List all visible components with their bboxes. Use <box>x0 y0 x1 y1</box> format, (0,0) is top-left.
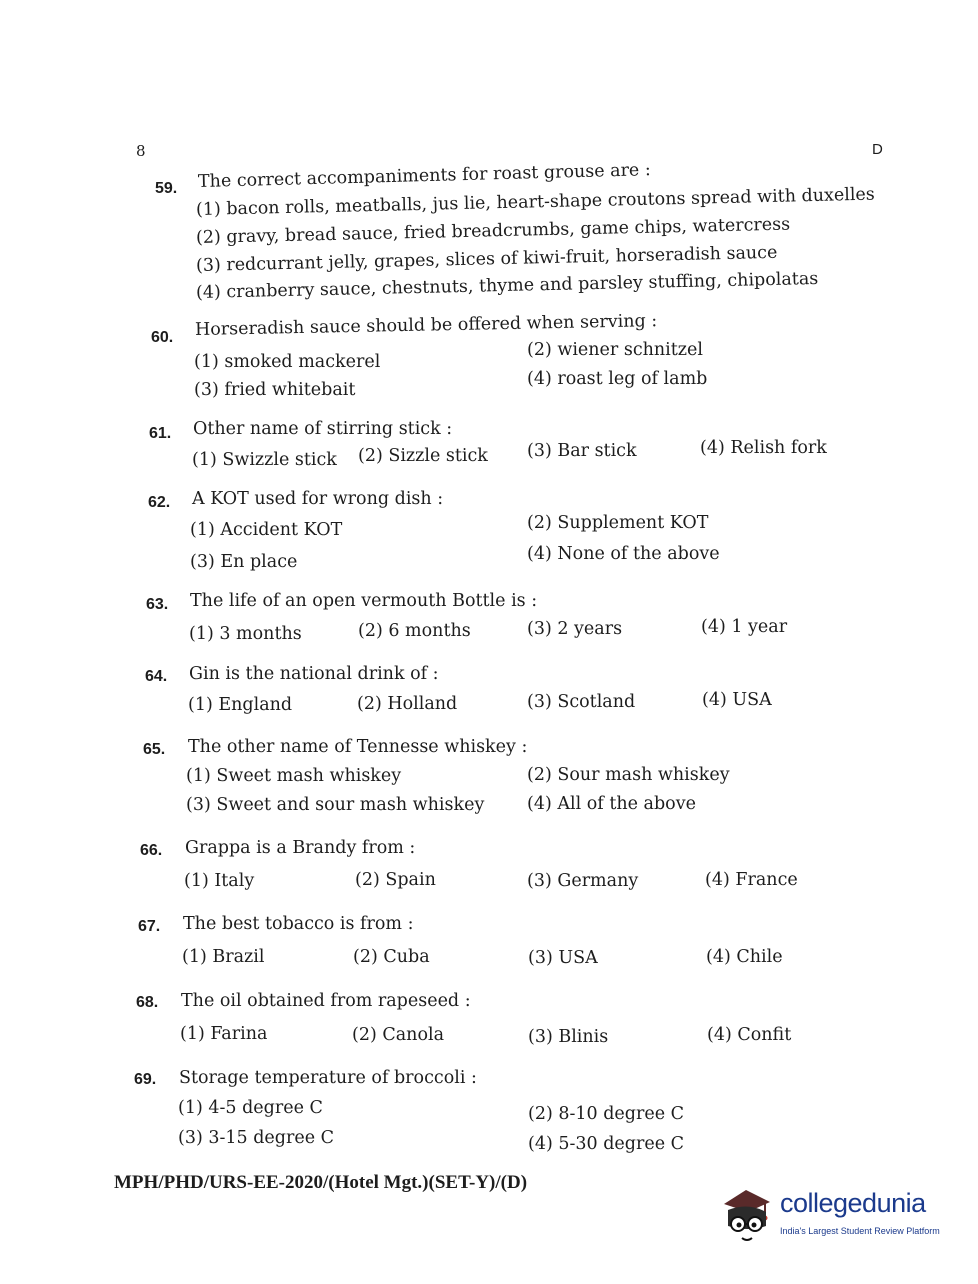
option-4: (4) All of the above <box>527 794 696 814</box>
option-2: (2) Canola <box>352 1025 445 1045</box>
question-number: 63. <box>146 596 169 613</box>
question-text: Storage temperature of broccoli : <box>179 1068 477 1088</box>
mascot-icon <box>718 1182 778 1248</box>
question-text: The other name of Tennesse whiskey : <box>188 737 528 757</box>
option-2: (2) Sizzle stick <box>358 446 488 466</box>
option-4: (4) cranberry sauce, chestnuts, thyme and parsley stuffing, chipolatas <box>195 268 819 303</box>
option-3: (3) En place <box>190 552 298 572</box>
question-text: Grappa is a Brandy from : <box>185 838 416 858</box>
option-3: (3) Sweet and sour mash whiskey <box>186 795 485 815</box>
option-3: (3) Blinis <box>528 1027 609 1047</box>
option-1: (1) Italy <box>184 871 255 891</box>
option-4: (4) USA <box>702 690 772 710</box>
question-text: The oil obtained from rapeseed : <box>181 991 471 1011</box>
option-1: (1) Accident KOT <box>190 520 343 540</box>
question-number: 60. <box>151 329 174 346</box>
option-4: (4) roast leg of lamb <box>527 369 708 389</box>
option-3: (3) Germany <box>527 871 639 891</box>
option-2: (2) 6 months <box>358 621 471 641</box>
option-2: (2) 8-10 degree C <box>528 1104 685 1124</box>
page-number: 8 <box>136 142 146 160</box>
question-number: 61. <box>149 425 172 442</box>
option-1: (1) smoked mackerel <box>194 352 381 372</box>
option-3: (3) fried whitebait <box>194 380 356 400</box>
option-4: (4) France <box>705 870 798 890</box>
question-number: 69. <box>134 1071 157 1088</box>
option-1: (1) England <box>188 695 293 715</box>
option-3: (3) redcurrant jelly, grapes, slices of kiwi-fruit, horseradish sauce <box>195 242 778 276</box>
question-number: 68. <box>136 994 159 1011</box>
option-2: (2) Sour mash whiskey <box>527 765 730 785</box>
question-number: 67. <box>138 918 161 935</box>
option-2: (2) Holland <box>357 694 458 714</box>
option-1: (1) Sweet mash whiskey <box>186 766 402 786</box>
option-2: (2) Cuba <box>353 947 430 967</box>
option-1: (1) bacon rolls, meatballs, jus lie, heart-shape croutons spread with duxelles <box>195 184 875 220</box>
question-text: Horseradish sauce should be offered when serving : <box>194 311 658 340</box>
paper-code: MPH/PHD/URS-EE-2020/(Hotel Mgt.)(SET-Y)/(D) <box>114 1172 528 1193</box>
option-4: (4) Confit <box>707 1025 792 1045</box>
option-4: (4) Relish fork <box>700 438 827 458</box>
option-4: (4) Chile <box>706 947 783 967</box>
option-3: (3) 2 years <box>527 619 623 639</box>
logo-name: collegedunia <box>780 1188 926 1218</box>
option-2: (2) Supplement KOT <box>527 513 709 533</box>
set-code: D <box>872 141 883 158</box>
option-3: (3) Bar stick <box>527 441 637 461</box>
option-4: (4) 5-30 degree C <box>528 1134 685 1154</box>
option-1: (1) Swizzle stick <box>192 450 337 470</box>
option-1: (1) Farina <box>180 1024 268 1044</box>
option-2: (2) wiener schnitzel <box>527 340 703 360</box>
option-3: (3) 3-15 degree C <box>178 1128 335 1148</box>
question-number: 66. <box>140 842 163 859</box>
question-text: The life of an open vermouth Bottle is : <box>190 591 538 611</box>
question-text: Gin is the national drink of : <box>189 664 439 684</box>
option-1: (1) 3 months <box>189 624 302 644</box>
question-number: 65. <box>143 741 166 758</box>
option-2: (2) Spain <box>355 870 436 890</box>
option-2: (2) gravy, bread sauce, fried breadcrumbs, game chips, watercress <box>195 214 791 248</box>
logo-tagline: India's Largest Student Review Platform <box>780 1226 940 1236</box>
question-text: The best tobacco is from : <box>183 914 414 934</box>
question-text: The correct accompaniments for roast grouse are : <box>197 160 651 192</box>
option-4: (4) None of the above <box>527 544 720 564</box>
question-number: 64. <box>145 668 168 685</box>
option-3: (3) USA <box>528 948 598 968</box>
question-number: 62. <box>148 494 171 511</box>
option-1: (1) 4-5 degree C <box>178 1098 323 1118</box>
option-1: (1) Brazil <box>182 947 265 967</box>
option-4: (4) 1 year <box>701 617 788 637</box>
question-number: 59. <box>155 180 178 197</box>
option-3: (3) Scotland <box>527 692 636 712</box>
question-text: Other name of stirring stick : <box>193 419 453 439</box>
collegedunia-logo[interactable] <box>718 1182 958 1252</box>
question-text: A KOT used for wrong dish : <box>192 489 444 509</box>
